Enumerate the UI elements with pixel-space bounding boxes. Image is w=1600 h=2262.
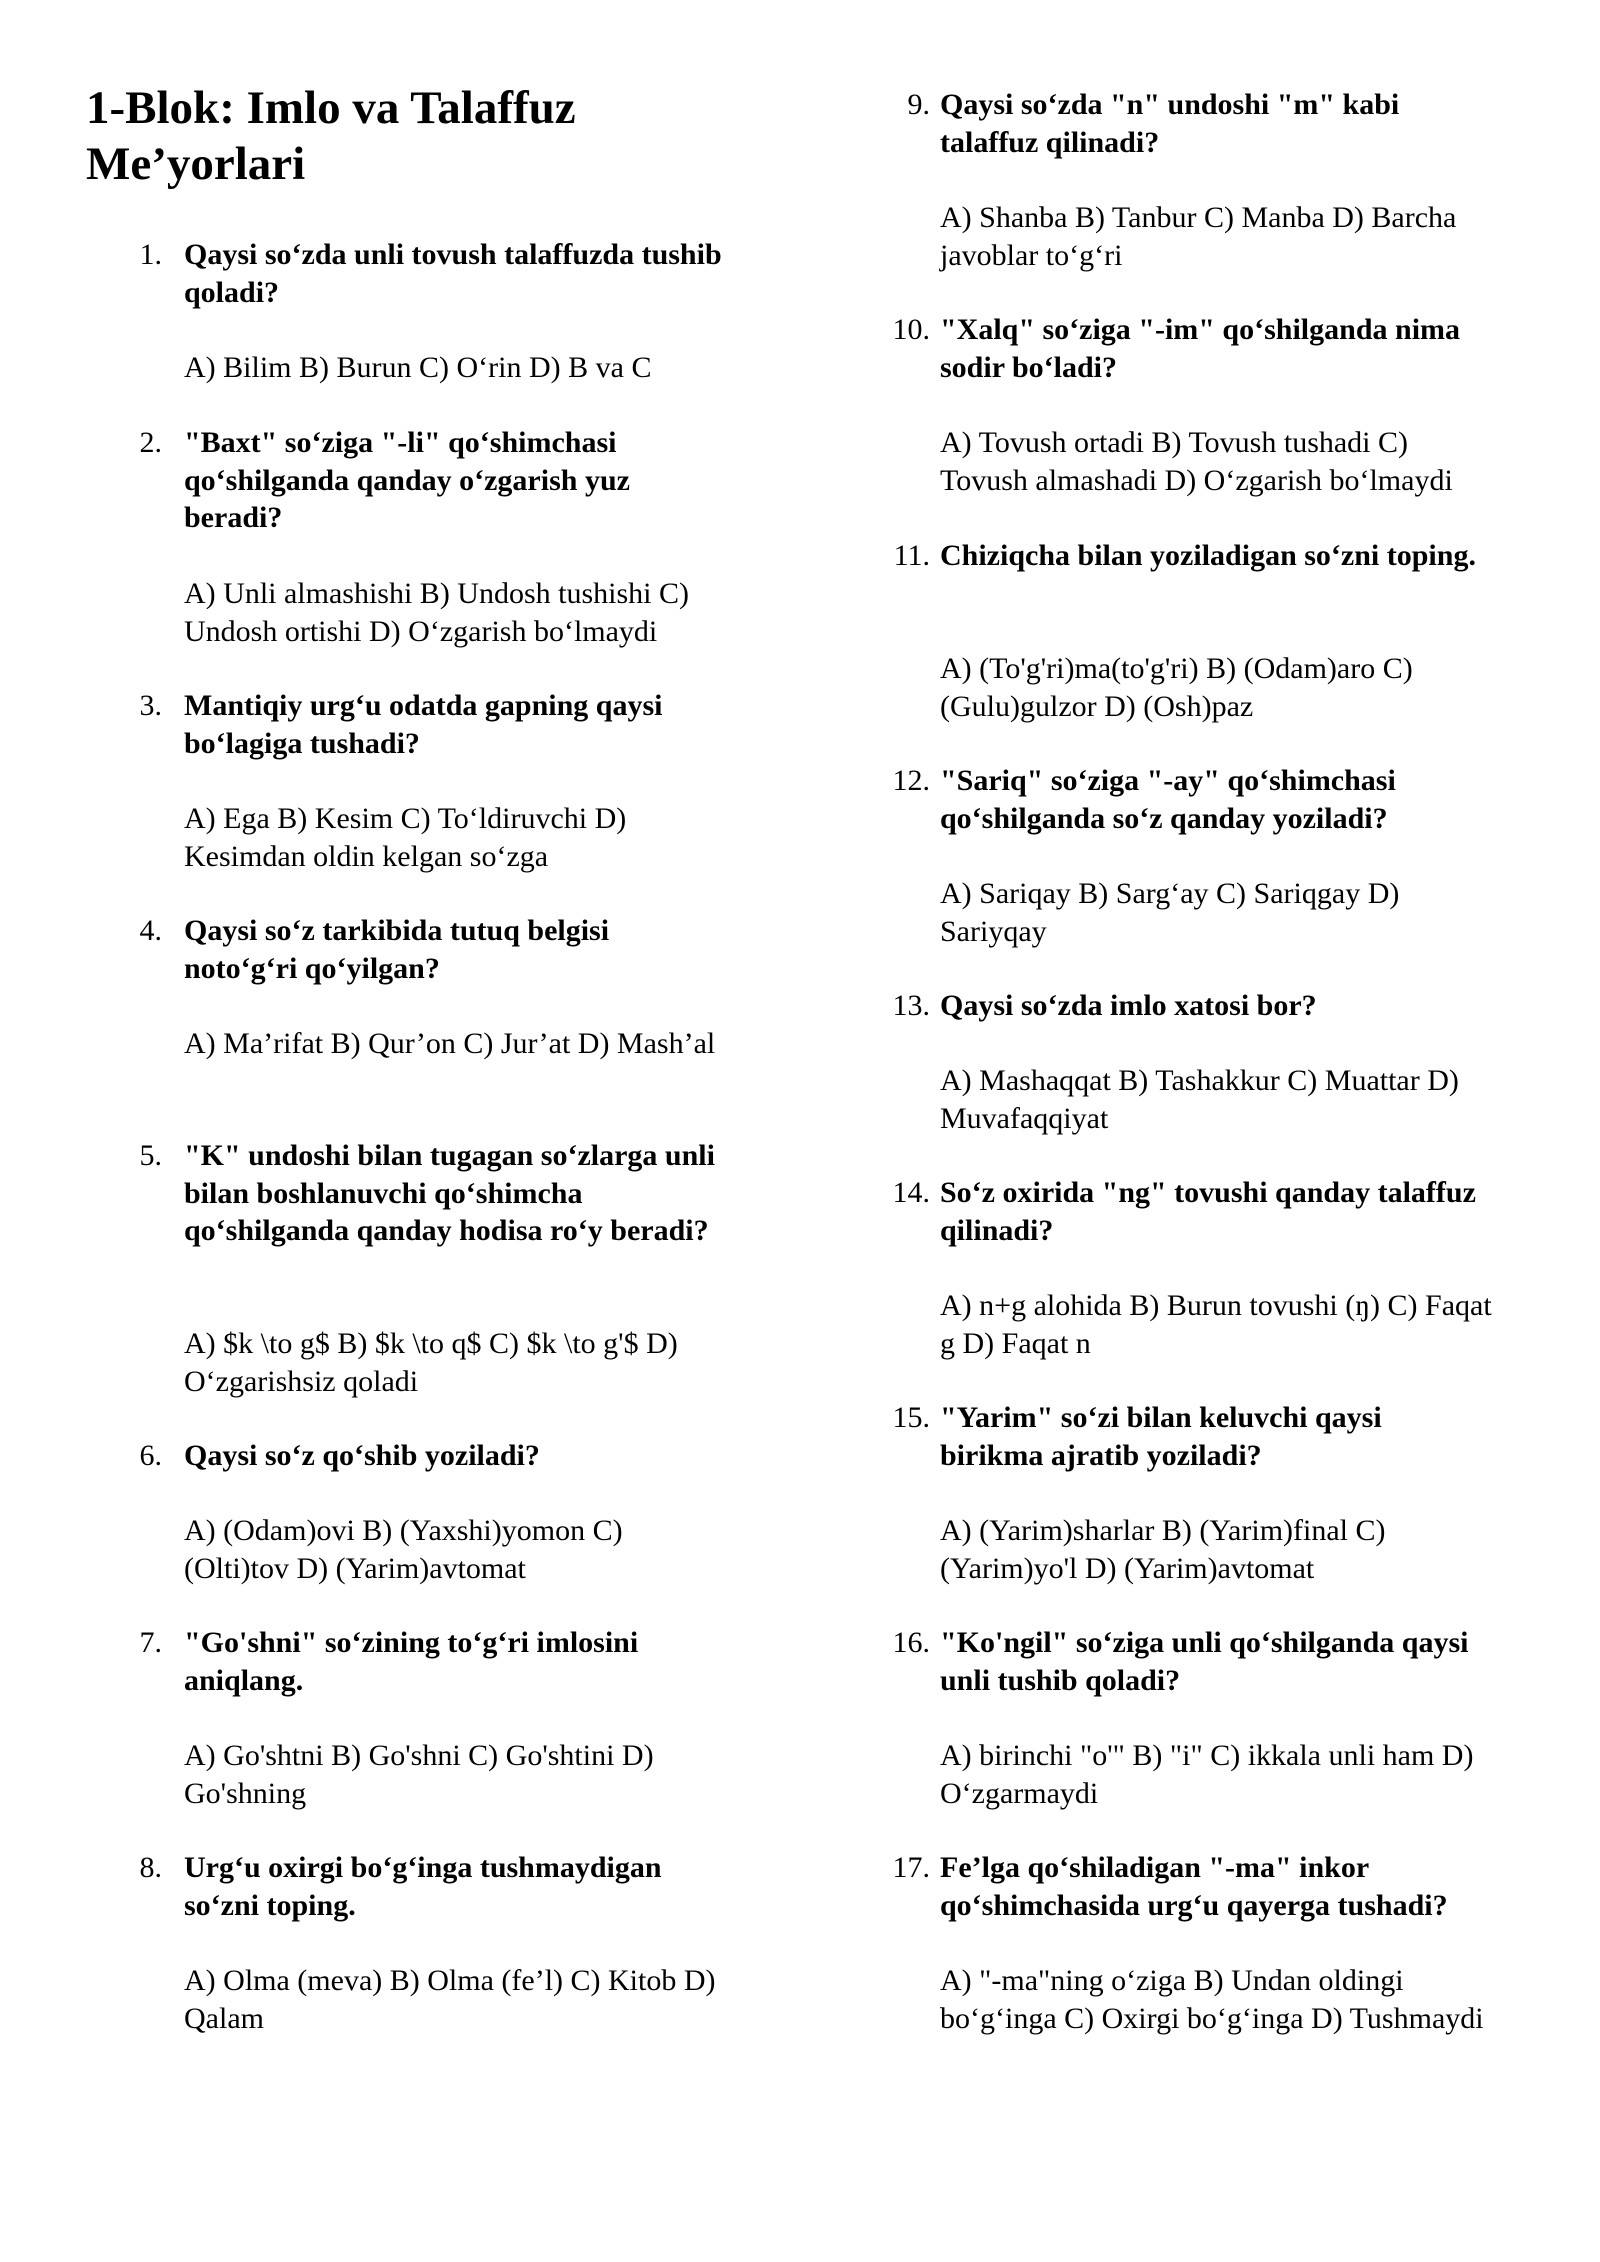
question-options: A) Go'shtni B) Go'shni C) Go'shtini D) Go'shning — [184, 1739, 654, 1810]
question-options: A) $k \to g$ B) $k \to q$ C) $k \to g'$ D) O‘zgarishsiz qoladi — [184, 1327, 678, 1398]
question-text: "Xalq" so‘ziga "-im" qo‘shilganda nima sodir bo‘ladi? — [940, 313, 1461, 384]
question-options: A) birinchi "o'" B) "i" C) ikkala unli ham D) O‘zgarmaydi — [940, 1739, 1474, 1810]
question-text: So‘z oxirida "ng" tovushi qanday talaffuz qilinadi? — [940, 1176, 1476, 1247]
question-options: A) Olma (meva) B) Olma (fe’l) C) Kitob D) Qalam — [184, 1964, 716, 2035]
question-options: A) Bilim B) Burun C) O‘rin D) B va C — [184, 351, 652, 384]
question-number: 13. — [892, 989, 930, 1022]
question-number: 15. — [892, 1401, 930, 1434]
question-options: A) Unli almashishi B) Undosh tushishi C) Undosh ortishi D) O‘zgarish bo‘lmaydi — [184, 577, 690, 648]
question-text: Qaysi so‘zda unli tovush talaffuzda tushib qoladi? — [184, 238, 722, 309]
question-number: 1. — [139, 238, 162, 271]
question-text: "Sariq" so‘ziga "-ay" qo‘shimchasi qo‘shilganda so‘z qanday yoziladi? — [940, 764, 1396, 835]
question-text: Urg‘u oxirgi bo‘g‘inga tushmaydigan so‘zni toping. — [184, 1851, 662, 1922]
question-number: 5. — [139, 1139, 162, 1172]
question-number: 8. — [139, 1851, 162, 1884]
question-options: A) (Yarim)sharlar B) (Yarim)final C) (Yarim)yo'l D) (Yarim)avtomat — [940, 1514, 1386, 1585]
question-number: 4. — [139, 914, 162, 947]
question-text: "Ko'ngil" so‘ziga unli qo‘shilganda qaysi unli tushib qoladi? — [940, 1626, 1469, 1697]
question-number: 2. — [139, 426, 162, 459]
question-options: A) Sariqay B) Sarg‘ay C) Sariqgay D) Sariyqay — [940, 877, 1400, 948]
question-text: Mantiqiy urg‘u odatda gapning qaysi bo‘lagiga tushadi? — [184, 689, 663, 760]
question-text: Qaysi so‘z tarkibida tutuq belgisi noto‘g‘ri qo‘yilgan? — [184, 914, 610, 985]
question-options: A) n+g alohida B) Burun tovushi (ŋ) C) Faqat g D) Faqat n — [940, 1289, 1492, 1360]
question-number: 16. — [892, 1626, 930, 1659]
question-options: A) (Odam)ovi B) (Yaxshi)yomon C) (Olti)tov D) (Yarim)avtomat — [184, 1514, 623, 1585]
question-number: 14. — [892, 1176, 930, 1209]
question-options: A) Tovush ortadi B) Tovush tushadi C) Tovush almashadi D) O‘zgarish bo‘lmaydi — [940, 426, 1453, 497]
question-text: "Go'shni" so‘zining to‘g‘ri imlosini aniqlang. — [184, 1626, 639, 1697]
question-number: 10. — [892, 313, 930, 346]
question-number: 12. — [892, 764, 930, 797]
question-options: A) (To'g'ri)ma(to'g'ri) B) (Odam)aro C) (Gulu)gulzor D) (Osh)paz — [940, 652, 1413, 723]
question-options: A) "-ma"ning o‘ziga B) Undan oldingi bo‘g‘inga C) Oxirgi bo‘g‘inga D) Tushmaydi — [940, 1964, 1484, 2035]
question-options: A) Ma’rifat B) Qur’on C) Jur’at D) Mash’al — [184, 1027, 716, 1060]
question-number: 11. — [893, 539, 930, 572]
question-options: A) Ega B) Kesim C) To‘ldiruvchi D) Kesimdan oldin kelgan so‘zga — [184, 802, 627, 873]
question-text: Chiziqcha bilan yoziladigan so‘zni toping. — [940, 539, 1476, 572]
question-text: "K" undoshi bilan tugagan so‘zlarga unli bilan boshlanuvchi qo‘shimcha qo‘shilganda qanday hodisa ro‘y beradi? — [184, 1139, 715, 1247]
question-text: Qaysi so‘zda "n" undoshi "m" kabi talaffuz qilinadi? — [940, 88, 1400, 159]
page-title: 1-Blok: Imlo va Talaffuz Me’yorlari — [86, 82, 576, 190]
question-number: 9. — [907, 88, 930, 121]
question-number: 6. — [139, 1439, 162, 1472]
question-options: A) Shanba B) Tanbur C) Manba D) Barcha javoblar to‘g‘ri — [940, 201, 1457, 272]
question-text: "Baxt" so‘ziga "-li" qo‘shimchasi qo‘shilganda qanday o‘zgarish yuz beradi? — [184, 426, 630, 534]
question-options: A) Mashaqqat B) Tashakkur C) Muattar D) Muvafaqqiyat — [940, 1064, 1459, 1135]
question-text: "Yarim" so‘zi bilan keluvchi qaysi birikma ajratib yoziladi? — [940, 1401, 1382, 1472]
question-number: 7. — [139, 1626, 162, 1659]
question-number: 17. — [892, 1851, 930, 1884]
question-number: 3. — [139, 689, 162, 722]
question-text: Qaysi so‘zda imlo xatosi bor? — [940, 989, 1317, 1022]
question-text: Qaysi so‘z qo‘shib yoziladi? — [184, 1439, 540, 1472]
question-text: Fe’lga qo‘shiladigan "-ma" inkor qo‘shimchasida urg‘u qayerga tushadi? — [940, 1851, 1448, 1922]
